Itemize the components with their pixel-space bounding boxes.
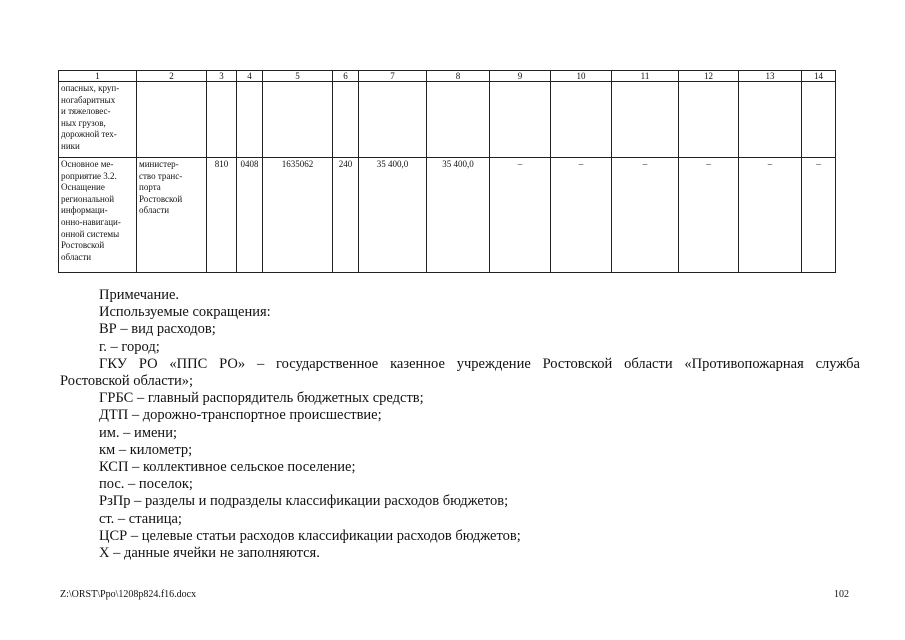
notes-title: Примечание. <box>99 287 180 303</box>
header-cell: 14 <box>802 71 836 82</box>
value-cell: – <box>551 158 612 273</box>
header-cell: 2 <box>137 71 207 82</box>
empty-cell <box>263 82 333 158</box>
header-cell: 13 <box>739 71 802 82</box>
table-header-row <box>59 71 836 82</box>
abbr-vr: ВР – вид расходов; <box>99 321 216 338</box>
value-cell: – <box>490 158 551 273</box>
header-cell: 5 <box>263 71 333 82</box>
grbs-cell: 810 <box>207 158 237 273</box>
abbr-st: ст. – станица; <box>99 510 182 527</box>
abbr-x: Х – данные ячейки не заполняются. <box>99 545 320 562</box>
footer-file-path: Z:\ORST\Ppo\1208p824.f16.docx <box>60 589 197 600</box>
cell-line: Основное ме- <box>61 159 114 169</box>
table-row <box>59 158 836 273</box>
cell-line: ных грузов, <box>61 117 106 128</box>
value-cell: 35 400,0 <box>427 158 490 273</box>
header-cell: 7 <box>359 71 427 82</box>
abbr-gku-line2: Ростовской области»; <box>60 373 194 390</box>
header-cell: 10 <box>551 71 612 82</box>
cell-line: информаци- <box>61 205 108 216</box>
header-cell: 12 <box>679 71 739 82</box>
cell-line: онной системы <box>61 228 120 239</box>
empty-cell <box>333 82 359 158</box>
notes-intro: Используемые сокращения: <box>99 304 271 321</box>
header-cell: 3 <box>207 71 237 82</box>
header-cell: 1 <box>59 71 137 82</box>
value-cell: – <box>739 158 802 273</box>
empty-cell <box>551 82 612 158</box>
cell-line: Ростовской <box>139 193 183 204</box>
cell-line: ство транс- <box>139 170 183 181</box>
cell-line: ногабаритных <box>61 94 116 105</box>
empty-cell <box>427 82 490 158</box>
cell-line: Оснащение <box>61 182 105 193</box>
abbr-rzpr: РзПр – разделы и подразделы классификации расходов бюджетов; <box>99 493 509 510</box>
empty-cell <box>207 82 237 158</box>
csr-cell: 1635062 <box>263 158 333 273</box>
abbr-dtp: ДТП – дорожно-транспортное происшествие; <box>99 407 382 424</box>
header-cell: 6 <box>333 71 359 82</box>
abbr-ksp: КСП – коллективное сельское поселение; <box>99 459 356 476</box>
cell-line: опасных, круп- <box>61 83 120 93</box>
header-cell: 8 <box>427 71 490 82</box>
empty-cell <box>679 82 739 158</box>
vr-cell: 240 <box>333 158 359 273</box>
empty-cell <box>137 82 207 158</box>
header-cell: 9 <box>490 71 551 82</box>
row-name-cell <box>59 158 137 273</box>
empty-cell <box>237 82 263 158</box>
notes-section <box>60 287 860 562</box>
rzpr-cell: 0408 <box>237 158 263 273</box>
value-cell: – <box>612 158 679 273</box>
executor-cell <box>137 158 207 273</box>
header-cell: 11 <box>612 71 679 82</box>
cell-line: министер- <box>139 159 179 169</box>
abbr-pos: пос. – поселок; <box>99 476 193 493</box>
empty-cell <box>359 82 427 158</box>
table-row <box>59 82 836 158</box>
cell-line: Ростовской <box>61 240 105 251</box>
abbr-gku-line1: ГКУ РО «ППС РО» – государственное казенное учреждение Ростовской области «Противопожарная служба <box>99 355 860 372</box>
cell-line: ники <box>61 140 80 151</box>
abbr-grbs: ГРБС – главный распорядитель бюджетных средств; <box>99 390 424 407</box>
abbr-csr: ЦСР – целевые статьи расходов классификации расходов бюджетов; <box>99 527 521 544</box>
cell-line: роприятие 3.2. <box>61 170 117 181</box>
cell-line: области <box>139 205 170 216</box>
empty-cell <box>612 82 679 158</box>
abbr-km: км – километр; <box>99 441 193 458</box>
value-cell: – <box>802 158 836 273</box>
value-cell: – <box>679 158 739 273</box>
cell-line: и тяжеловес- <box>61 106 111 117</box>
cell-line: области <box>61 251 92 262</box>
empty-cell <box>802 82 836 158</box>
cell-line: онно-навигаци- <box>61 216 121 227</box>
row-name-cell <box>59 82 137 158</box>
empty-cell <box>739 82 802 158</box>
empty-cell <box>490 82 551 158</box>
cell-line: региональной <box>61 193 115 204</box>
abbr-g: г. – город; <box>99 338 160 355</box>
header-cell: 4 <box>237 71 263 82</box>
budget-table <box>58 70 836 273</box>
cell-line: порта <box>139 182 161 193</box>
page-number: 102 <box>834 589 849 600</box>
cell-line: дорожной тех- <box>61 129 117 140</box>
abbr-im: им. – имени; <box>99 424 177 441</box>
value-cell: 35 400,0 <box>359 158 427 273</box>
